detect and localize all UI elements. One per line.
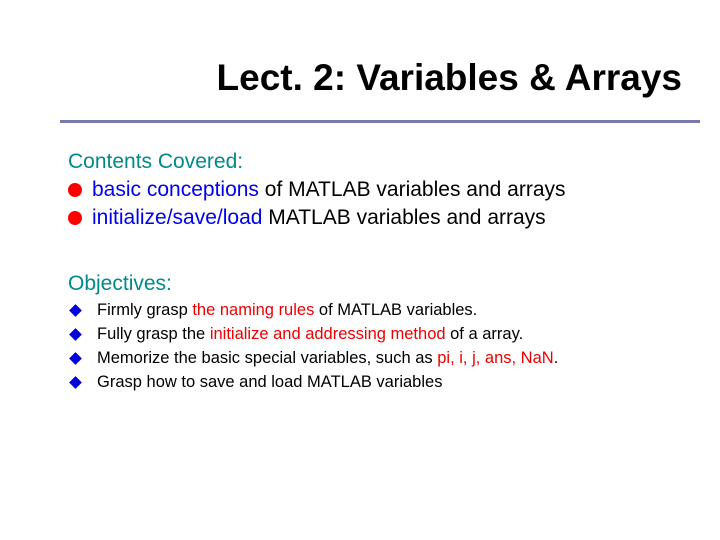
objective-item xyxy=(68,322,708,346)
slide-body xyxy=(68,148,708,394)
dot-bullet-icon xyxy=(68,183,82,197)
contents-item xyxy=(68,204,708,232)
objective-highlight: initialize and addressing method xyxy=(209,325,446,343)
objective-text: of MATLAB variables. xyxy=(314,301,478,319)
objective-item xyxy=(68,346,708,370)
contents-heading: Contents Covered: xyxy=(68,150,244,173)
objective-text: Fully grasp the xyxy=(97,325,210,343)
objective-text: of a array. xyxy=(445,325,524,343)
contents-item-text: MATLAB variables and arrays xyxy=(262,206,546,229)
objectives-heading: Objectives: xyxy=(68,272,172,295)
dot-bullet-icon xyxy=(68,211,82,225)
objective-item xyxy=(68,370,708,394)
objective-item xyxy=(68,298,708,322)
contents-item xyxy=(68,176,708,204)
objective-highlight: the naming rules xyxy=(192,301,315,319)
objectives-list xyxy=(68,298,708,394)
slide-title: Lect. 2: Variables & Arrays xyxy=(216,57,682,98)
section-spacer xyxy=(68,232,708,270)
diamond-bullet-icon xyxy=(69,352,82,365)
title-divider xyxy=(60,120,700,123)
diamond-bullet-icon xyxy=(69,328,82,341)
objective-highlight: pi, i, j, ans, NaN xyxy=(437,349,554,367)
contents-item-highlight: basic conceptions xyxy=(92,178,259,201)
objective-text: . xyxy=(553,349,559,367)
contents-list xyxy=(68,176,708,232)
objective-text: Grasp how to save and load MATLAB variables xyxy=(97,373,443,391)
objective-text: Memorize the basic special variables, such as xyxy=(97,349,438,367)
contents-item-highlight: initialize/save/load xyxy=(92,206,263,229)
contents-item-text: of MATLAB variables and arrays xyxy=(258,178,566,201)
diamond-bullet-icon xyxy=(69,376,82,389)
objective-text: Firmly grasp xyxy=(97,301,193,319)
diamond-bullet-icon xyxy=(69,304,82,317)
